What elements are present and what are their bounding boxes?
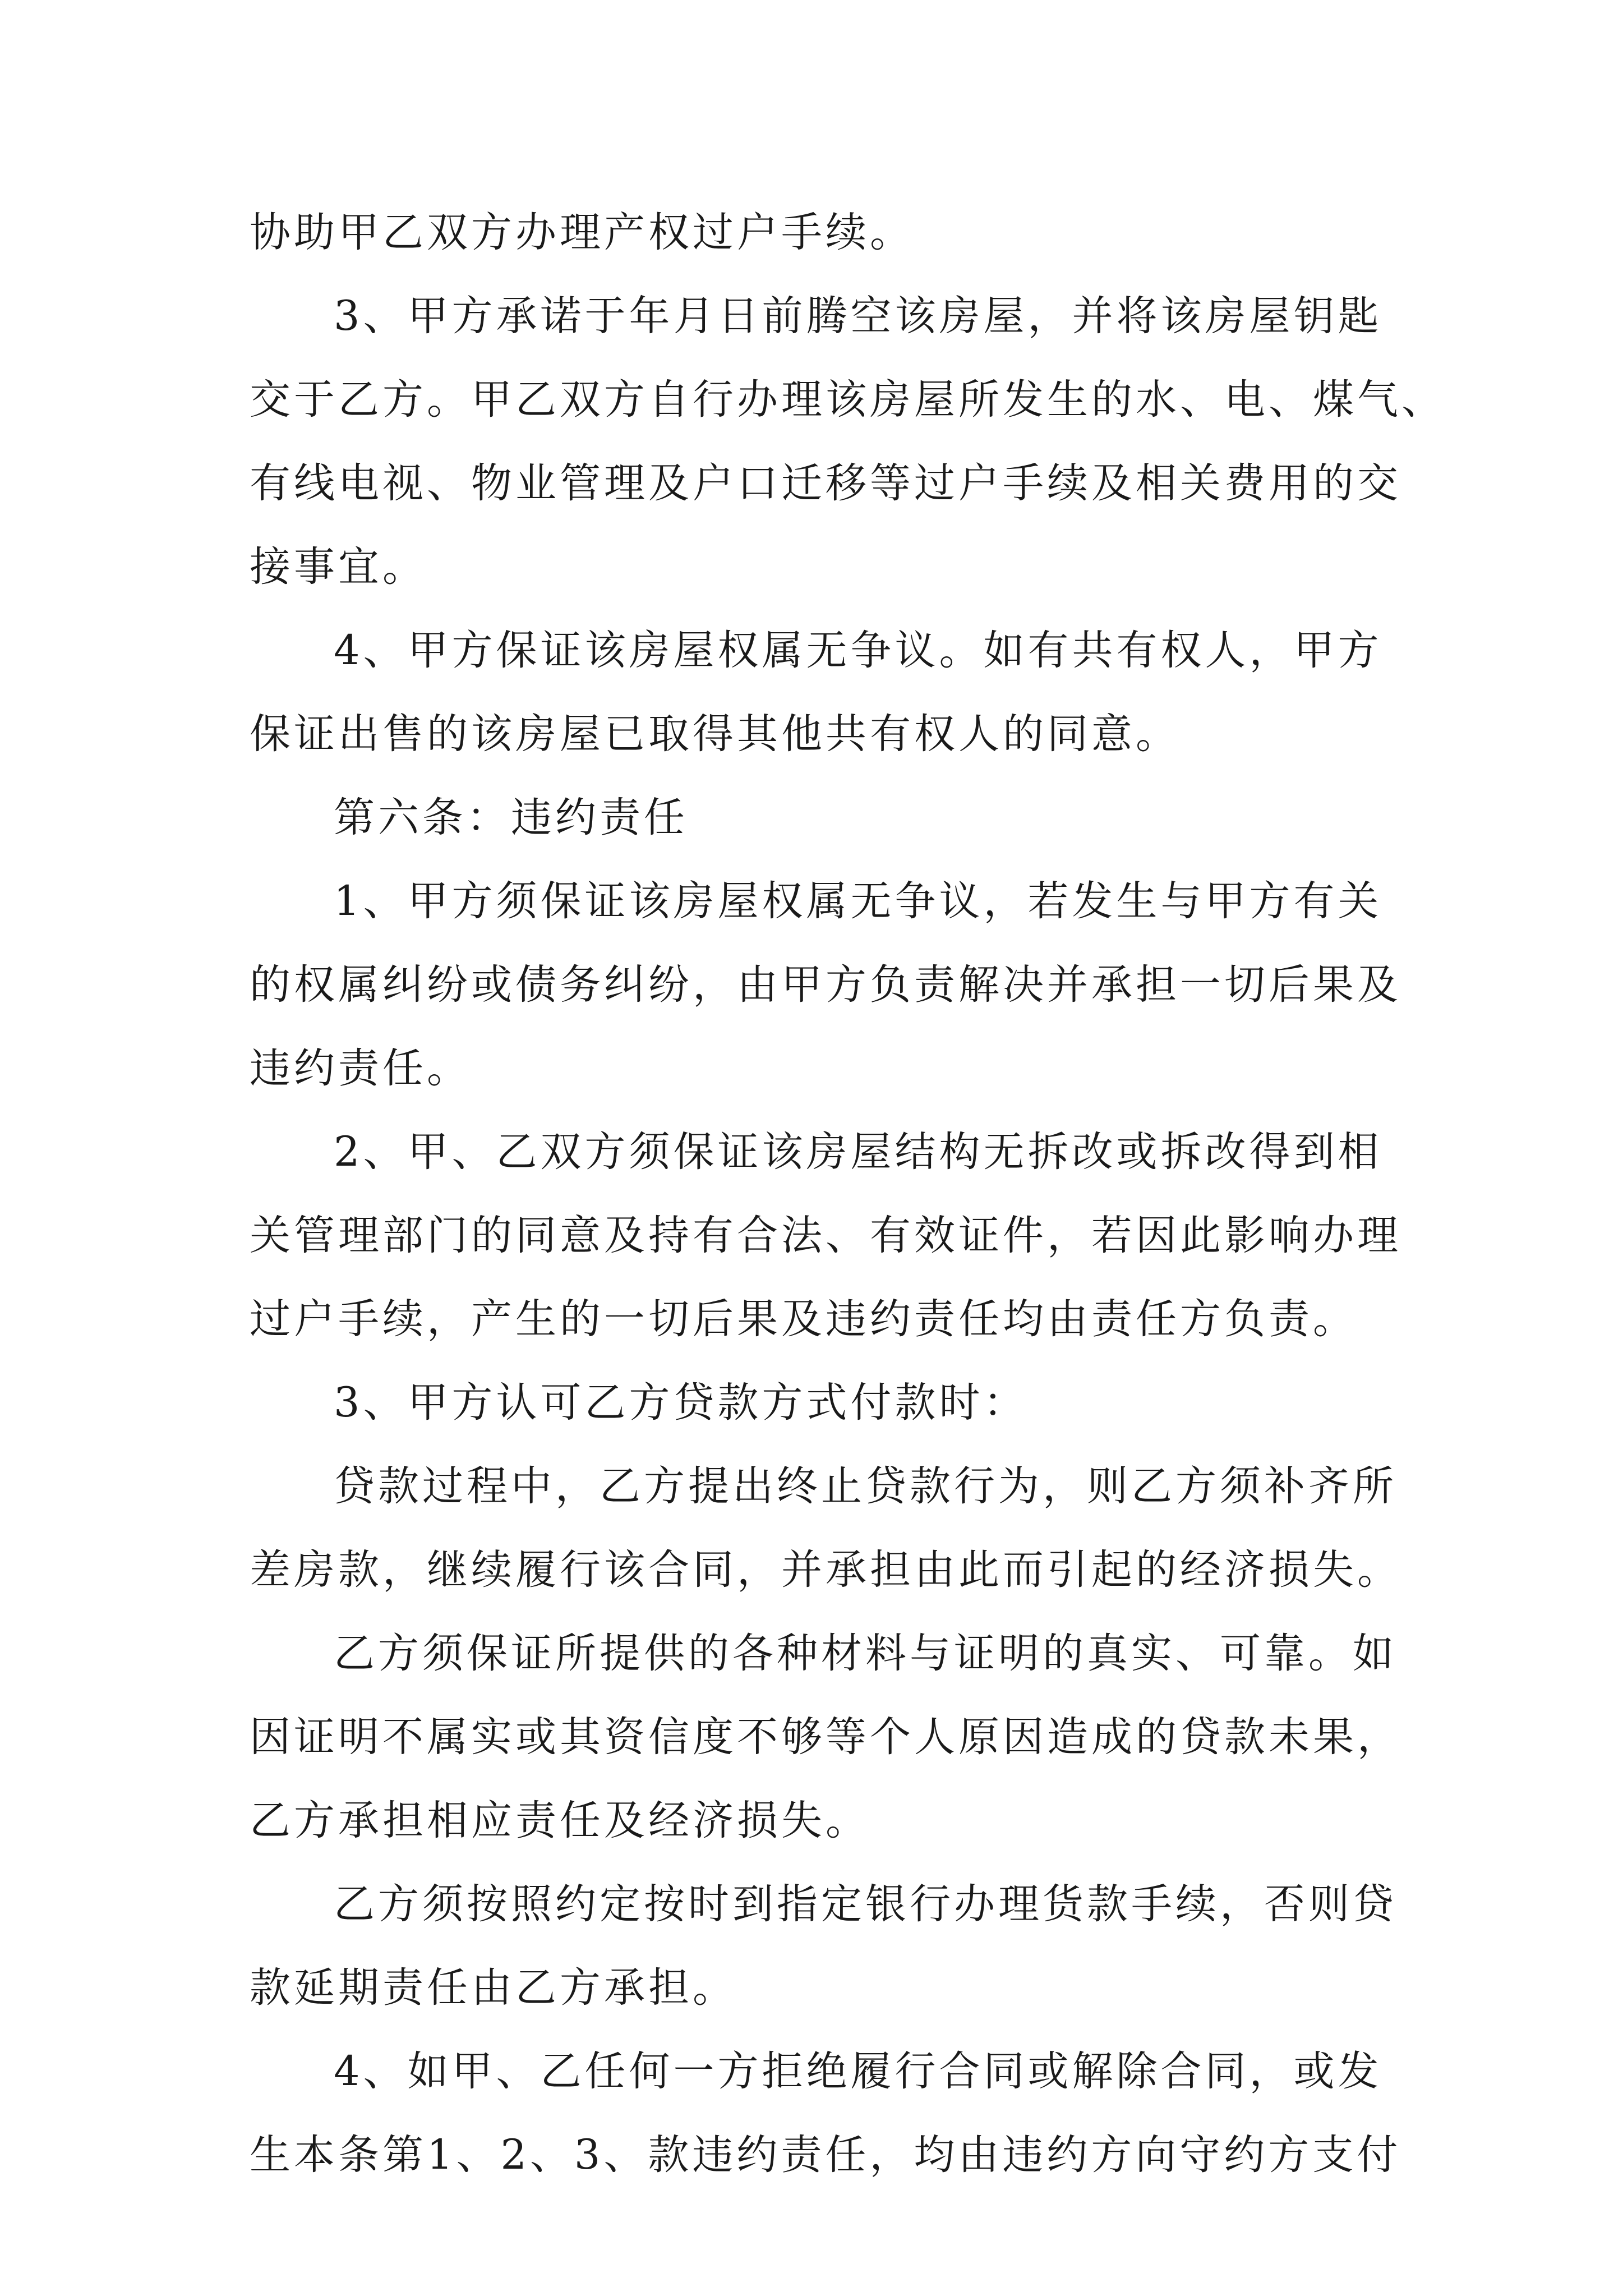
paragraph bbox=[250, 1862, 1397, 2030]
paragraph bbox=[250, 191, 1382, 274]
paragraph bbox=[250, 274, 1446, 609]
text-line: 第六条：违约责任 bbox=[334, 794, 688, 841]
text-line: 差房款，继续履行该合同，并承担由此而引起的经济损失。 bbox=[250, 1546, 1401, 1594]
text-line: 3、甲方承诺于年月日前腾空该房屋，并将该房屋钥匙 bbox=[334, 292, 1382, 340]
paragraph bbox=[250, 1444, 1401, 1612]
text-line: 贷款过程中，乙方提出终止贷款行为，则乙方须补齐所 bbox=[334, 1462, 1397, 1510]
text-line: 1、甲方须保证该房屋权属无争议，若发生与甲方有关 bbox=[334, 877, 1382, 925]
text-line: 生本条第1、2、3、款违约责任，均由违约方向守约方支付 bbox=[250, 2131, 1401, 2179]
text-line: 4、如甲、乙任何一方拒绝履行合同或解除合同，或发 bbox=[334, 2047, 1382, 2095]
text-line: 2、甲、乙双方须保证该房屋结构无拆改或拆改得到相 bbox=[334, 1128, 1382, 1176]
text-line: 保证出售的该房屋已取得其他共有权人的同意。 bbox=[250, 710, 1180, 758]
text-line: 4、甲方保证该房屋权属无争议。如有共有权人，甲方 bbox=[334, 627, 1382, 674]
text-line: 违约责任。 bbox=[250, 1045, 471, 1092]
paragraph bbox=[250, 1361, 1382, 1444]
text-line: 款延期责任由乙方承担。 bbox=[250, 1964, 737, 2012]
text-line: 接事宜。 bbox=[250, 543, 427, 591]
text-line: 协助甲乙双方办理产权过户手续。 bbox=[250, 209, 914, 256]
document-body bbox=[250, 191, 1446, 2197]
text-line: 乙方须按照约定按时到指定银行办理货款手续，否则贷 bbox=[334, 1880, 1397, 1928]
text-line: 关管理部门的同意及持有合法、有效证件，若因此影响办理 bbox=[250, 1212, 1401, 1259]
text-line: 的权属纠纷或债务纠纷，由甲方负责解决并承担一切后果及 bbox=[250, 961, 1401, 1009]
paragraph bbox=[250, 1612, 1401, 1862]
text-line: 乙方承担相应责任及经济损失。 bbox=[250, 1797, 870, 1844]
text-line: 乙方须保证所提供的各种材料与证明的真实、可靠。如 bbox=[334, 1630, 1397, 1677]
text-line: 交于乙方。甲乙双方自行办理该房屋所发生的水、电、煤气、 bbox=[250, 376, 1446, 424]
text-line: 过户手续，产生的一切后果及违约责任均由责任方负责。 bbox=[250, 1295, 1357, 1343]
text-line: 有线电视、物业管理及户口迁移等过户手续及相关费用的交 bbox=[250, 459, 1401, 507]
text-line: 3、甲方认可乙方贷款方式付款时： bbox=[334, 1379, 1028, 1427]
paragraph bbox=[250, 1110, 1401, 1361]
paragraph bbox=[250, 2030, 1401, 2197]
paragraph bbox=[250, 859, 1401, 1110]
paragraph bbox=[250, 776, 1382, 859]
paragraph bbox=[250, 609, 1382, 776]
text-line: 因证明不属实或其资信度不够等个人原因造成的贷款未果， bbox=[250, 1713, 1401, 1761]
